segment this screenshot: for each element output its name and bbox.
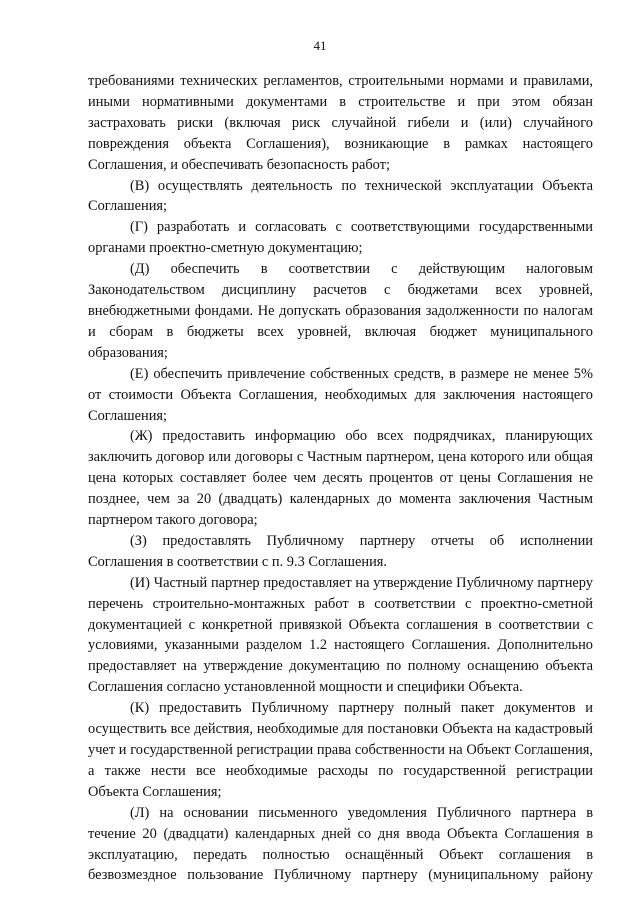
paragraph-item-i: (И) Частный партнер предоставляет на утверждение Публичному партнеру перечень строительно-монтажных работ в соответствии с проектно-сметной документацией с конкретной привязкой Объекта соглашения в соответствии с условиями, указанными разделом 1.2 настоящего Соглашения. Дополнительно предоставляет на утверждение документацию по полному оснащению объекта Соглашения согласно установленной мощности и специфики Объекта. <box>88 574 593 696</box>
paragraph-item-d: (Д) обеспечить в соответствии с действующим налоговым Законодательством дисциплину расчетов с бюджетами всех уровней, внебюджетными фондами. Не допускать образования задолженности по налогам и сборам в бюджеты всех уровней, включая бюджет муниципального образования; <box>88 261 593 361</box>
paragraph-item-g: (Г) разработать и согласовать с соответствующими государственными органами проектно-сметную документацию; <box>88 219 593 257</box>
page-number: 41 <box>313 38 327 53</box>
paragraph-item-l: (Л) на основании письменного уведомления Публичного партнера в течение 20 (двадцати) календарных дней со дня ввода Объекта Соглашения в эксплуатацию, передать полностью оснащённый Объект соглашения в безвозмездное пользование Публичному партнеру (муниципальному району <box>88 804 593 884</box>
document-body <box>88 71 593 886</box>
paragraph-item-k: (К) предоставить Публичному партнеру полный пакет документов и осуществить все действия, необходимые для постановки Объекта на кадастровый учет и государственной регистрации права собственности на Объект Соглашения, а также нести все необходимые расходы по государственной регистрации Объекта Соглашения; <box>88 700 593 800</box>
paragraph-item-zh: (Ж) предоставить информацию обо всех подрядчиках, планирующих заключить договор или договоры с Частным партнером, цена которого или общая цена которых составляет более чем десять процентов от цены Соглашения не позднее, чем за 20 (двадцать) календарных до момента заключения Частным партнером такого договора; <box>88 428 593 529</box>
paragraph-item-e: (Е) обеспечить привлечение собственных средств, в размере не менее 5% от стоимости Объекта Соглашения, необходимых для заключения настоящего Соглашения; <box>88 365 593 424</box>
paragraph-item-v: (В) осуществлять деятельность по технической эксплуатации Объекта Соглашения; <box>88 177 593 215</box>
paragraph-item-z: (З) предоставлять Публичному партнеру отчеты об исполнении Соглашения в соответствии с п. 9.3 Соглашения. <box>88 532 593 570</box>
paragraph-continuation: требованиями технических регламентов, строительными нормами и правилами, иными нормативными документами в строительстве и при этом обязан застраховать риски (включая риск случайной гибели и (или) случайного повреждения объекта Соглашения), возникающие в рамках настоящего Соглашения, и обеспечивать безопасность работ; <box>88 73 593 173</box>
